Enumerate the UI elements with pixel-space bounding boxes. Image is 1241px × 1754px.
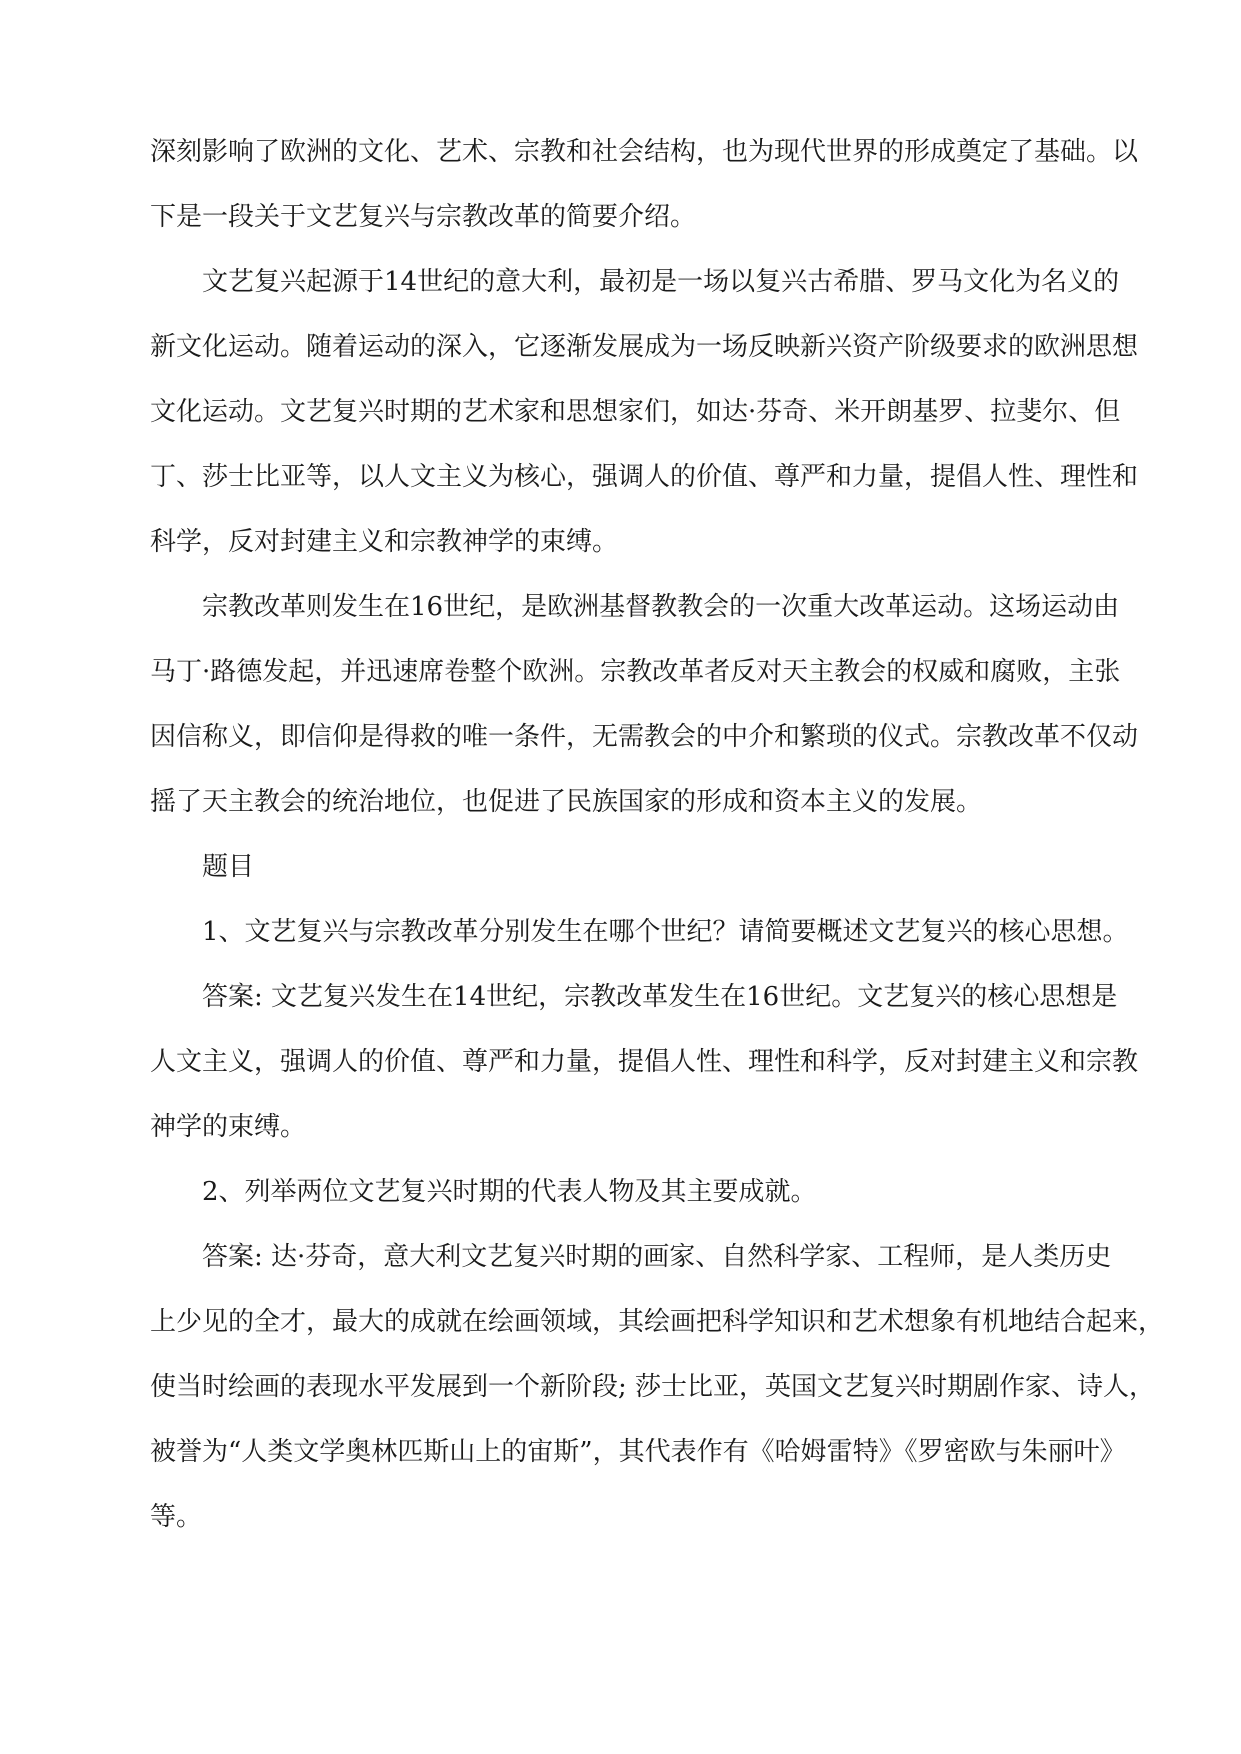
paragraph-intro <box>150 120 1139 250</box>
question-2 <box>150 1160 1085 1225</box>
text-line: 宗教改革则发生在16世纪，是欧洲基督教教会的一次重大改革运动。这场运动由 <box>202 592 1120 622</box>
answer-text-line: 答案: 文艺复兴发生在14世纪，宗教改革发生在16世纪。文艺复兴的核心思想是 <box>202 982 1118 1012</box>
section-heading <box>150 835 1085 900</box>
question-text: 2、列举两位文艺复兴时期的代表人物及其主要成就。 <box>202 1177 817 1207</box>
answer-text-line: 上少见的全才，最大的成就在绘画领域，其绘画把科学知识和艺术想象有机地结合起来， <box>150 1307 1165 1337</box>
text-line: 马丁·路德发起，并迅速席卷整个欧洲。宗教改革者反对天主教会的权威和腐败，主张 <box>150 657 1121 687</box>
answer-2 <box>150 1225 1165 1550</box>
text-line: 深刻影响了欧洲的文化、艺术、宗教和社会结构，也为现代世界的形成奠定了基础。以 <box>150 137 1139 167</box>
answer-text-line: 等。 <box>150 1502 203 1532</box>
text-line: 丁、莎士比亚等，以人文主义为核心，强调人的价值、尊严和力量，提倡人性、理性和 <box>150 462 1139 492</box>
question-text: 1、文艺复兴与宗教改革分别发生在哪个世纪？请简要概述文艺复兴的核心思想。 <box>202 917 1129 947</box>
text-line: 新文化运动。随着运动的深入，它逐渐发展成为一场反映新兴资产阶级要求的欧洲思想 <box>150 332 1139 362</box>
answer-text-line: 人文主义，强调人的价值、尊严和力量，提倡人性、理性和科学，反对封建主义和宗教 <box>150 1047 1139 1077</box>
text-line: 摇了天主教会的统治地位，也促进了民族国家的形成和资本主义的发展。 <box>150 787 983 817</box>
text-line: 科学，反对封建主义和宗教神学的束缚。 <box>150 527 619 557</box>
answer-text-line: 使当时绘画的表现水平发展到一个新阶段; 莎士比亚，英国文艺复兴时期剧作家、诗人， <box>150 1372 1156 1402</box>
paragraph-reformation <box>150 575 1139 835</box>
document-page <box>150 120 1165 1550</box>
question-1 <box>150 900 1129 965</box>
text-line: 因信称义，即信仰是得救的唯一条件，无需教会的中介和繁琐的仪式。宗教改革不仅动 <box>150 722 1139 752</box>
paragraph-renaissance <box>150 250 1139 575</box>
text-line: 文化运动。文艺复兴时期的艺术家和思想家们，如达·芬奇、米开朗基罗、拉斐尔、但 <box>150 397 1121 427</box>
answer-text-line: 神学的束缚。 <box>150 1112 307 1142</box>
answer-1 <box>150 965 1139 1160</box>
heading-text: 题目 <box>202 852 255 882</box>
text-line: 下是一段关于文艺复兴与宗教改革的简要介绍。 <box>150 202 697 232</box>
answer-text-line: 被誉为“人类文学奥林匹斯山上的宙斯”，其代表作有《哈姆雷特》《罗密欧与朱丽叶》 <box>150 1437 1126 1467</box>
answer-text-line: 答案: 达·芬奇，意大利文艺复兴时期的画家、自然科学家、工程师，是人类历史 <box>202 1242 1112 1272</box>
text-line: 文艺复兴起源于14世纪的意大利，最初是一场以复兴古希腊、罗马文化为名义的 <box>202 267 1120 297</box>
